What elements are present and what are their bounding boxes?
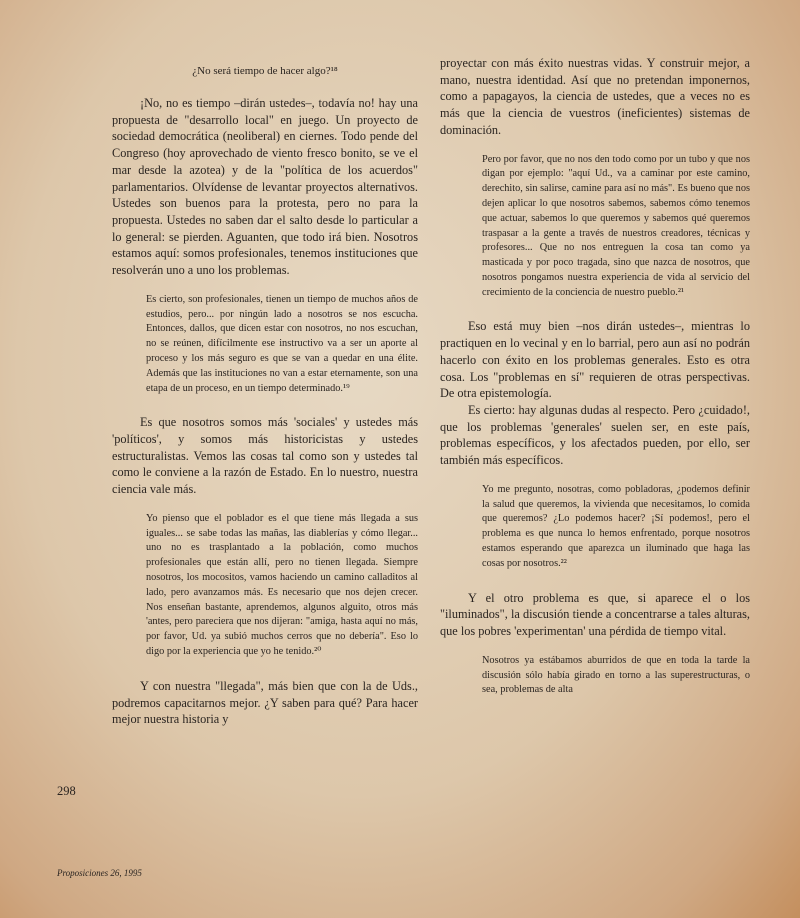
paragraph-continued: proyectar con más éxito nuestras vidas. Y construir mejor, a mano, nuestra identidad. Así que no pretendan imponernos, como a papagayos, la ciencia de ustedes, que a veces no es más que la ciencia de vuestros (ineficientes) sistemas de dominación. bbox=[440, 56, 750, 137]
block-quote: Yo pienso que el poblador es el que tiene más llegada a sus iguales... se sabe todas las mañas, las diablerías y cómo llegar... uno no es trasplantado a la población, como muchos profesionales que están allí, pero no tienen llegada. Siempre nosotros, los mocositos, vamos haciendo un camino calladitos al lado, pero avanzamos más. Es necesario que nos dejen crecer. Nos enseñan bastante, aprendemos, algunos alguito, otros más 'antes, pero pareciera que nos dijeran: "amiga, hasta aquí no más, por favor, Ud. ya subió muchos cerros que no debería". Eso lo digo por la experiencia que yo he tenido.²⁰ bbox=[146, 512, 418, 657]
section-heading: ¿No será tiempo de hacer algo?¹⁸ bbox=[192, 65, 338, 77]
paragraph: Y con nuestra "llegada", más bien que con la de Uds., podremos capacitarnos mejor. ¿Y saben para qué? Para hacer mejor nuestra historia y bbox=[112, 678, 418, 727]
block-quote: Pero por favor, que no nos den todo como por un tubo y que nos digan por ejemplo: "aquí Ud., va a caminar por este camino, derechito, sin salirse, camine para así no más". Es bueno que nos dejen aplicar lo que nosotros sabemos, sabemos cómo tenemos que actuar, sabemos lo que queremos y sabemos qué queremos traspasar a la gente a través de nuestros creadores, técnicas y profesores... Que no nos entreguen la cosa tan como ya masticada y por poco tragada, sino que nazca de nosotros, que nosotros pongamos nuestra experiencia de vida al servicio del crecimiento de la conciencia de nuestro pueblo.²¹ bbox=[482, 153, 750, 298]
block-quote: Yo me pregunto, nosotras, como pobladoras, ¿podemos definir la salud que queremos, la vivienda que necesitamos, lo comida que queremos? ¿Lo podemos hacer? ¡Sí podemos!, pero el problema es que nunca lo hemos enfrentado, porque nosotros estamos esperando que aparezca un iluminado que haga las cosas por nosotros.²² bbox=[482, 483, 750, 569]
block-quote: Es cierto, son profesionales, tienen un tiempo de muchos años de estudios, pero... por ningún lado a nosotros se nos escucha. Entonces, dallos, que dicen estar con nosotros, no nos escuchan, no se reúnen, difícilmente ese instructivo va a ser un aporte al proceso y los más seguro es que se van a quedar en una élite. Además que las instituciones no van a estar eternamente, son una etapa de un proceso, en un tiempo determinado.¹⁹ bbox=[146, 293, 418, 394]
running-footer: Proposiciones 26, 1995 bbox=[57, 868, 142, 878]
block-quote: Nosotros ya estábamos aburridos de que en toda la tarde la discusión sólo había girado en torno a las superestructuras, o sea, problemas de alta bbox=[482, 654, 750, 696]
paragraph: ¡No, no es tiempo –dirán ustedes–, todavía no! hay una propuesta de "desarrollo local" en juego. Un proyecto de sociedad democrática (neoliberal) en ciernes. Todo pende del Congreso (hoy aprovechado de viento fresco bonito, se ve el mar desde la azotea) y de la "política de los acuerdos" parlamentarios. Olvídense de levantar proyectos alternativos. Ustedes son buenos para la protesta, pero no para la propuesta. Ustedes no saben dar el salto desde lo particular a lo general: se pierden. Aguanten, que todo irá bien. Nosotros estamos aquí: somos profesionales, tenemos instituciones que resolverán uno a uno los problemas. bbox=[112, 96, 418, 278]
left-column bbox=[112, 55, 418, 728]
paragraph: Eso está muy bien –nos dirán ustedes–, mientras lo practiquen en lo vecinal y en lo barrial, pero aun así no podrán hacerlo con éxito en los problemas generales. Esto es otra cosa. Los "problemas en sí" requieren de otras perspectivas. De otra epistemología. bbox=[440, 319, 750, 401]
right-column bbox=[440, 55, 750, 716]
page-number: 298 bbox=[57, 784, 76, 798]
paragraph: Es que nosotros somos más 'sociales' y ustedes más 'políticos', y somos más historicistas y ustedes estructuralistas. Vemos las cosas tal como son y ustedes tal como le conviene a la razón de Estado. En lo nuestro, nuestra ciencia vale más. bbox=[112, 415, 418, 497]
paragraph: Es cierto: hay algunas dudas al respecto. Pero ¿cuidado!, que los problemas 'generales' suelen ser, en este país, problemas específicos, y los afectados pueden, por ello, ser también más específicos. bbox=[440, 403, 750, 468]
paragraph: Y el otro problema es que, si aparece el o los "iluminados", la discusión tiende a concentrarse a tales alturas, que los pobres 'experimentan' una pérdida de tiempo vital. bbox=[440, 590, 750, 638]
